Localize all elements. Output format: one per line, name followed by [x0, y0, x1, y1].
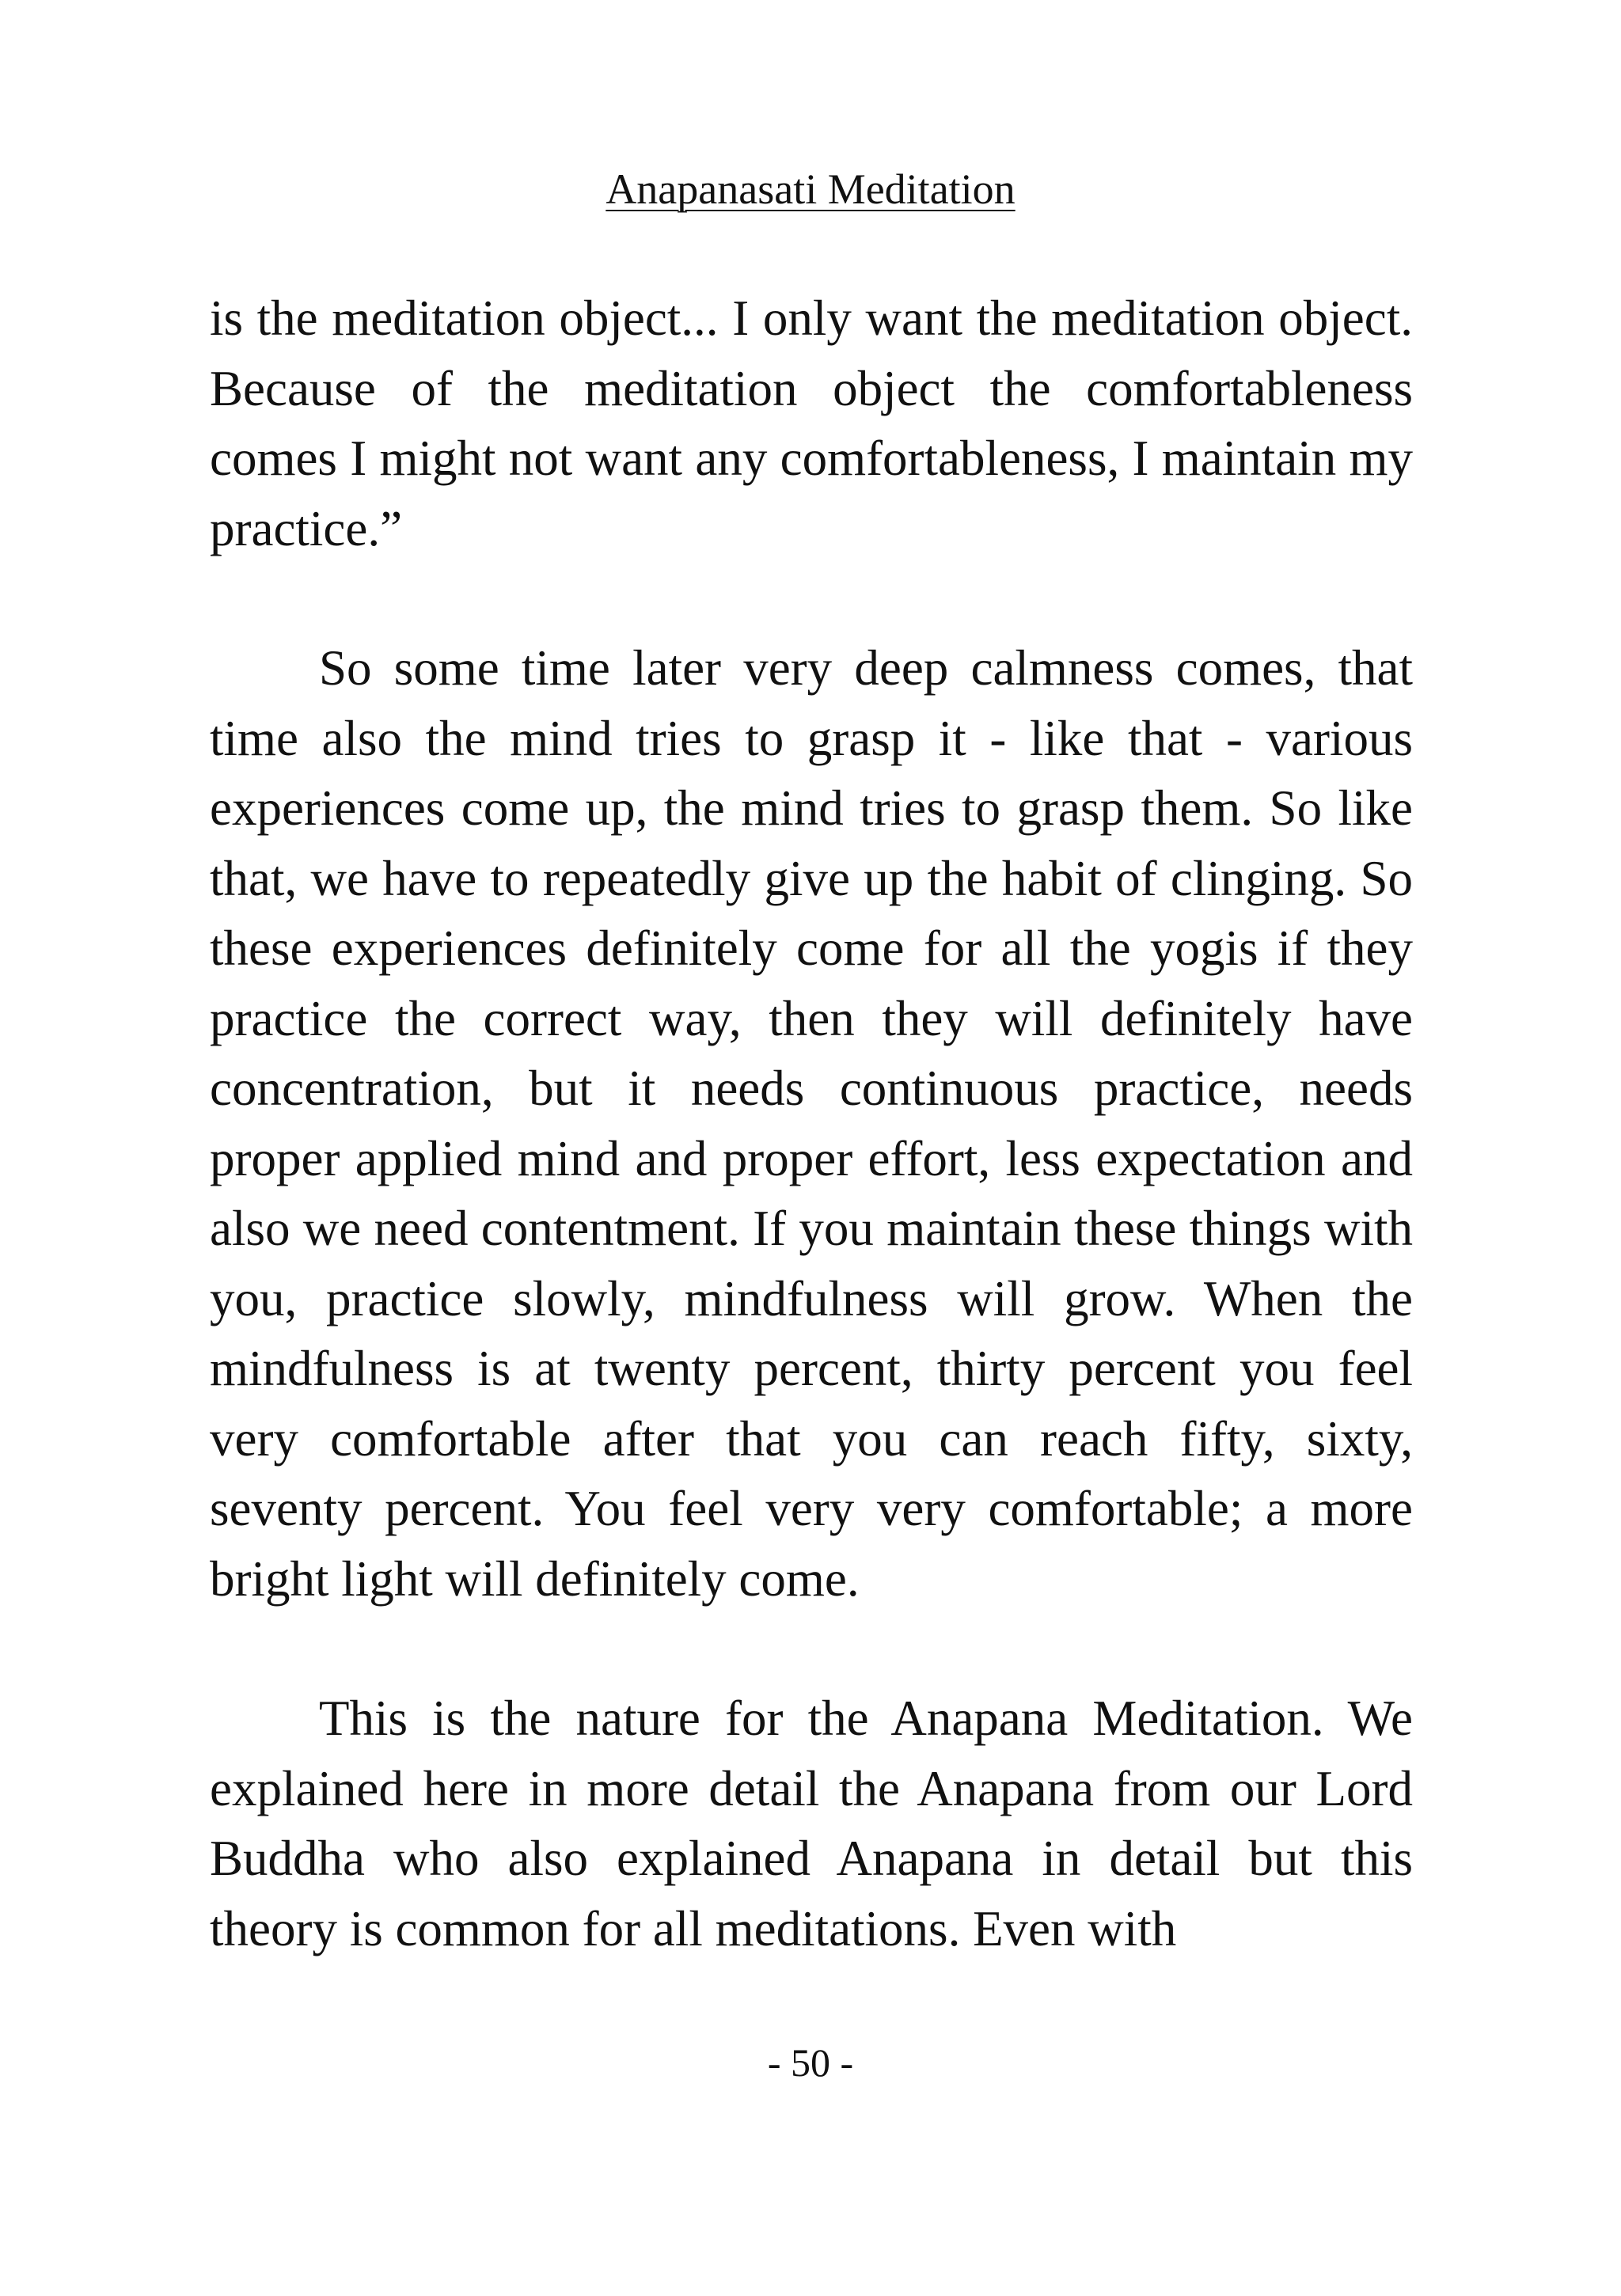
paragraph: So some time later very deep calmness comes, that time also the mind tries to grasp it - like that - various experiences come up, the mind tries to grasp them. So like that, we have to repeatedly give up the habit of clinging. So these experiences definitely come for all the yogis if they practice the correct way, then they will definitely have concentration, but it needs continuous practice, needs proper applied mind and proper effort, less expectation and also we need contentment. If you maintain these things with you, practice slowly, mindfulness will grow. When the mindfulness is at twenty percent, thirty percent you feel very comfortable after that you can reach fifty, sixty, seventy percent. You feel very very comfortable; a more bright light will definitely come. [210, 640, 1413, 1607]
page-number: - 50 - [767, 2040, 854, 2085]
running-title: Anapanasati Meditation [606, 165, 1015, 213]
body-text [210, 283, 1413, 1964]
paragraph: This is the nature for the Anapana Meditation. We explained here in more detail the Anapana from our Lord Buddha who also explained Anapana in detail but this theory is common for all meditations. Even with [210, 1691, 1413, 1956]
running-header [0, 161, 1621, 217]
paragraph-continued: is the meditation object... I only want the meditation object. Because of the meditation object the comfortableness comes I might not want any comfortableness, I maintain my practice.” [210, 290, 1413, 556]
